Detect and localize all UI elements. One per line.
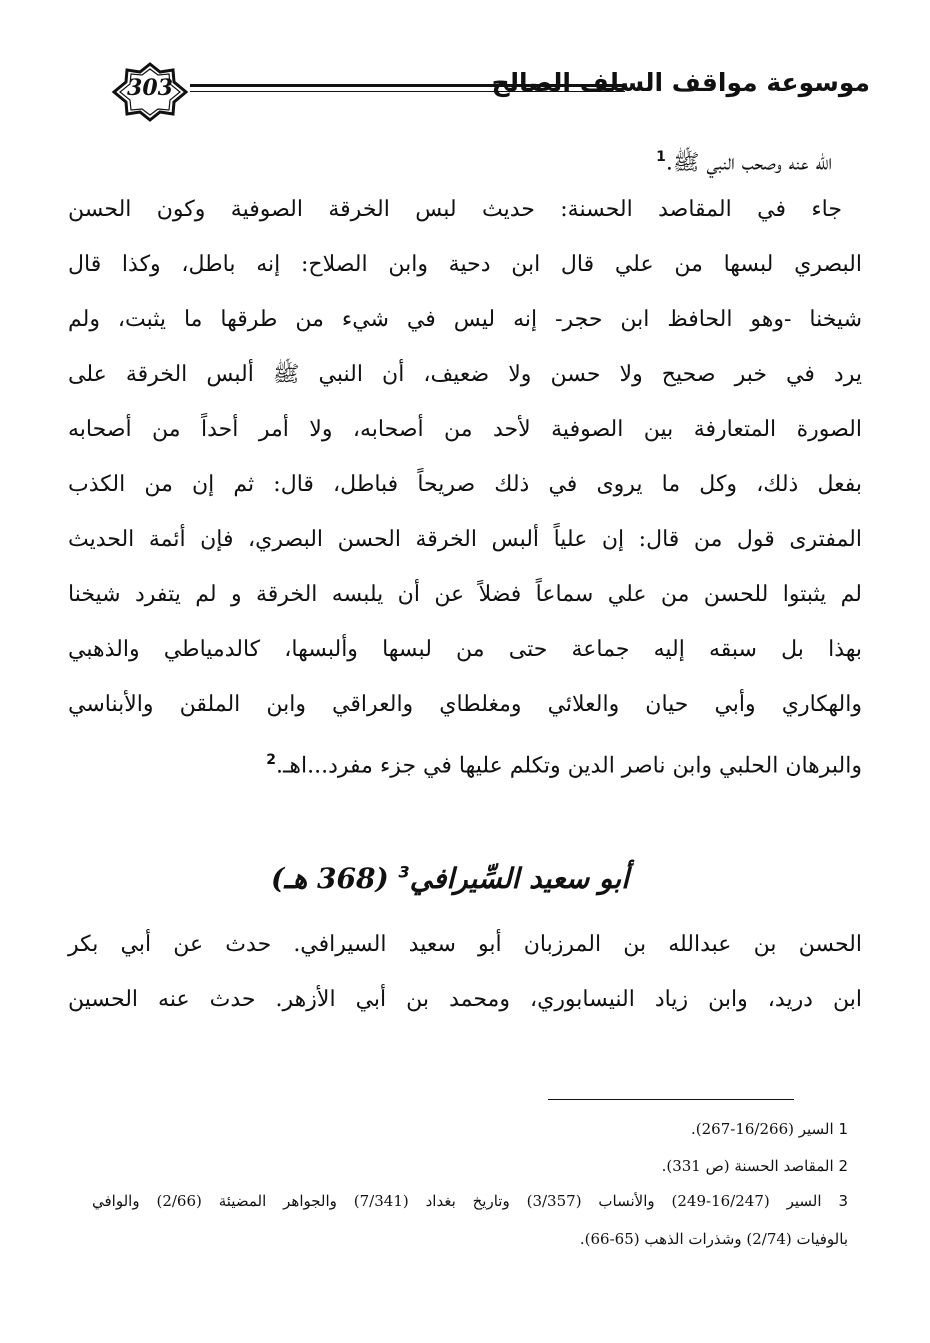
heading-name: أبو سعيد السِّيرافي bbox=[409, 862, 629, 895]
footnote-ref: 2 bbox=[266, 752, 276, 768]
footnote bbox=[68, 1155, 848, 1177]
footnote-ref: 1 bbox=[656, 149, 666, 165]
page-number: 303 bbox=[127, 75, 173, 101]
text-line: بفعل ذلك، وكل ما يروى في ذلك صريحاً فباطل، قال: ثم إن من الكذب bbox=[68, 472, 862, 497]
footnote-text: السير (16/247-249) والأنساب (3/357) وتاريخ بغداد (7/341) والجواهر المضيئة (2/66) والوافي bbox=[92, 1192, 822, 1210]
text-line: جاء في المقاصد الحسنة: حديث لبس الخرقة الصوفية وكون الحسن bbox=[68, 197, 842, 222]
heading-year: (368 هـ) bbox=[271, 862, 389, 895]
text-line bbox=[432, 142, 832, 178]
book-title: موسوعة مواقف السلف الصالح bbox=[491, 68, 870, 97]
footnote-text: المقاصد الحسنة (ص 331). bbox=[661, 1157, 834, 1175]
text-line bbox=[68, 745, 862, 781]
footnote-ref: 3 bbox=[398, 862, 410, 882]
footnote-number: 1 bbox=[838, 1120, 848, 1138]
text-line: البصري لبسها من علي قال ابن دحية وابن الصلاح: إنه باطل، وكذا قال bbox=[68, 252, 862, 277]
section-heading bbox=[150, 862, 750, 895]
text-line: يرد في خبر صحيح ولا حسن ولا ضعيف، أن النبي ﷺ ألبس الخرقة على bbox=[68, 362, 862, 387]
text-line: بهذا بل سبقه إليه جماعة حتى من لبسها وألبسها، كالدمياطي والذهبي bbox=[68, 637, 862, 662]
footnote-separator bbox=[548, 1099, 794, 1100]
text-line: شيخنا -وهو الحافظ ابن حجر- إنه ليس في شيء من طرقها ما يثبت، ولم bbox=[68, 307, 862, 332]
footnote bbox=[92, 1190, 848, 1212]
text-line: الحسن بن عبدالله بن المرزبان أبو سعيد السيرافي. حدث عن أبي بكر bbox=[68, 932, 862, 957]
text-line-content: الله عنه وصحب النبي ﷺ. bbox=[665, 150, 832, 176]
page-header bbox=[110, 62, 870, 122]
footnote bbox=[68, 1118, 848, 1140]
text-line: والهكاري وأبي حيان والعلائي ومغلطاي والعراقي وابن الملقن والأبناسي bbox=[68, 692, 862, 717]
text-line: لم يثبتوا للحسن من علي سماعاً فضلاً عن أن يلبسه الخرقة و لم يتفرد شيخنا bbox=[68, 582, 862, 607]
text-line: ابن دريد، وابن زياد النيسابوري، ومحمد بن أبي الأزهر. حدث عنه الحسين bbox=[68, 987, 862, 1012]
footnote-text: السير (16/266-267). bbox=[691, 1120, 834, 1138]
footnote-continuation: بالوفيات (2/74) وشذرات الذهب (65-66). bbox=[579, 1230, 848, 1248]
text-line-content: والبرهان الحلبي وابن ناصر الدين وتكلم عليها في جزء مفرد...اهـ. bbox=[275, 753, 862, 779]
footnote-number: 3 bbox=[838, 1192, 848, 1210]
text-line: الصورة المتعارفة بين الصوفية لأحد من أصحابه، ولا أمر أحداً من أصحابه bbox=[68, 417, 862, 442]
text-line: المفترى قول من قال: إن علياً ألبس الخرقة الحسن البصري، فإن أئمة الحديث bbox=[68, 527, 862, 552]
footnote-number: 2 bbox=[838, 1157, 848, 1175]
page-number-badge bbox=[110, 62, 190, 122]
